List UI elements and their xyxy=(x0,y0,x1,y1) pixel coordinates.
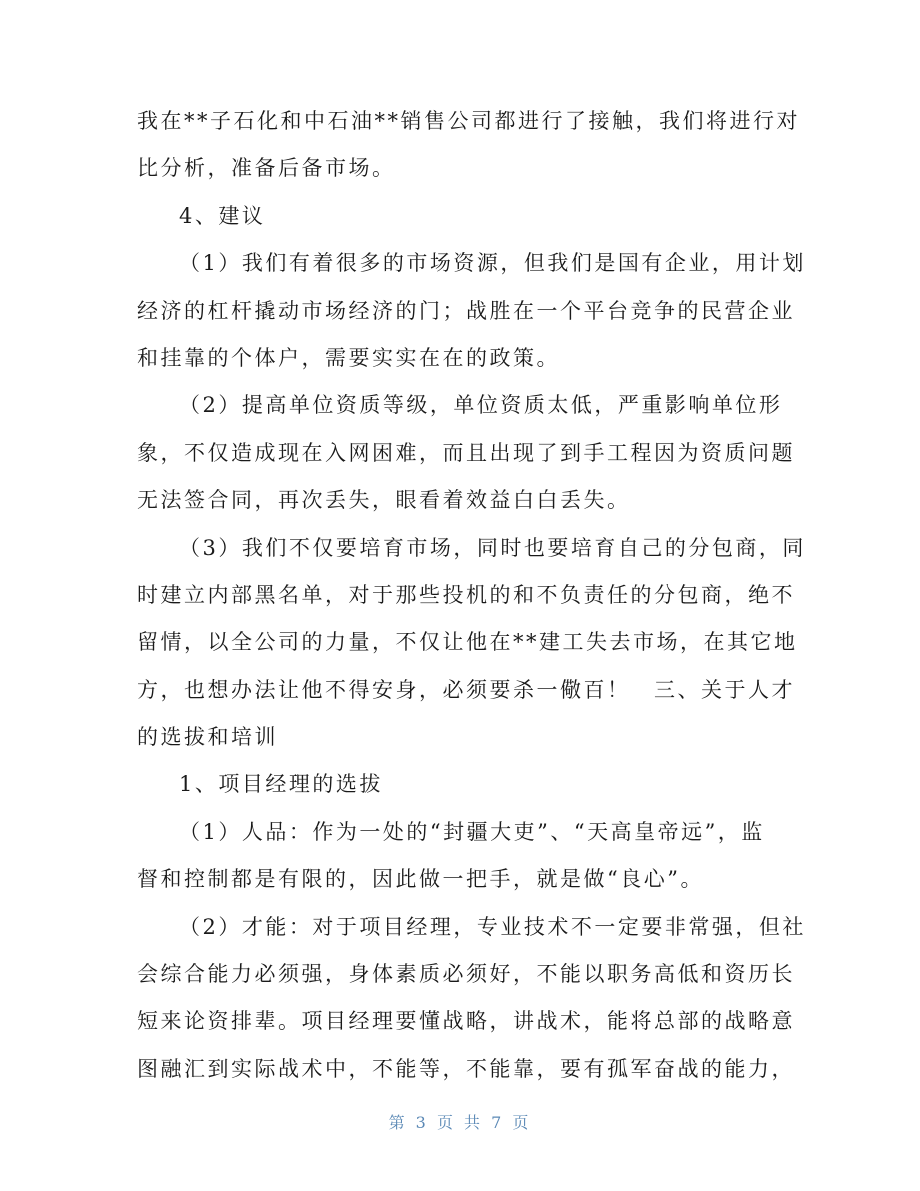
text-line: （1）我们有着很多的市场资源，但我们是国有企业，用计划 xyxy=(179,251,806,276)
text-line: （1）人品：作为一处的“封疆大吏”、“天高皇帝远”，监 xyxy=(179,819,765,844)
text-line: 的选拔和培训 xyxy=(137,725,278,750)
text-line: 短来论资排辈。项目经理要懂战略，讲战术，能将总部的战略意 xyxy=(137,1009,795,1034)
text-line: （2）提高单位资质等级，单位资质太低，严重影响单位形 xyxy=(179,393,783,418)
text-line: 4、建议 xyxy=(179,203,266,228)
text-line: 图融汇到实际战术中，不能等，不能靠，要有孤军奋战的能力， xyxy=(137,1056,795,1081)
text-line: 1、项目经理的选拔 xyxy=(179,772,383,797)
text-line: （3）我们不仅要培育市场，同时也要培育自己的分包商，同 xyxy=(179,535,806,560)
page-number-footer: 第 3 页 共 7 页 xyxy=(388,1113,532,1132)
text-line: 方，也想办法让他不得安身，必须要杀一儆百！ 三、关于人才 xyxy=(137,677,795,702)
text-line: 经济的杠杆撬动市场经济的门；战胜在一个平台竞争的民营企业 xyxy=(137,298,795,323)
text-line: 无法签合同，再次丢失，眼看着效益白白丢失。 xyxy=(137,488,631,513)
text-line: 时建立内部黑名单，对于那些投机的和不负责任的分包商，绝不 xyxy=(137,582,795,607)
text-line: 和挂靠的个体户，需要实实在在的政策。 xyxy=(137,345,560,370)
text-line: 比分析，准备后备市场。 xyxy=(137,156,396,181)
text-line: （2）才能：对于项目经理，专业技术不一定要非常强，但社 xyxy=(179,914,806,939)
body-text xyxy=(137,98,806,1093)
text-line: 我在**子石化和中石油**销售公司都进行了接触，我们将进行对 xyxy=(137,109,800,133)
text-line: 督和控制都是有限的，因此做一把手，就是做“良心”。 xyxy=(137,867,704,892)
text-line: 象，不仅造成现在入网困难，而且出现了到手工程因为资质问题 xyxy=(137,440,795,465)
text-line: 留情，以全公司的力量，不仅让他在**建工失去市场，在其它地 xyxy=(137,630,798,655)
text-line: 会综合能力必须强，身体素质必须好，不能以职务高低和资历长 xyxy=(137,962,795,987)
